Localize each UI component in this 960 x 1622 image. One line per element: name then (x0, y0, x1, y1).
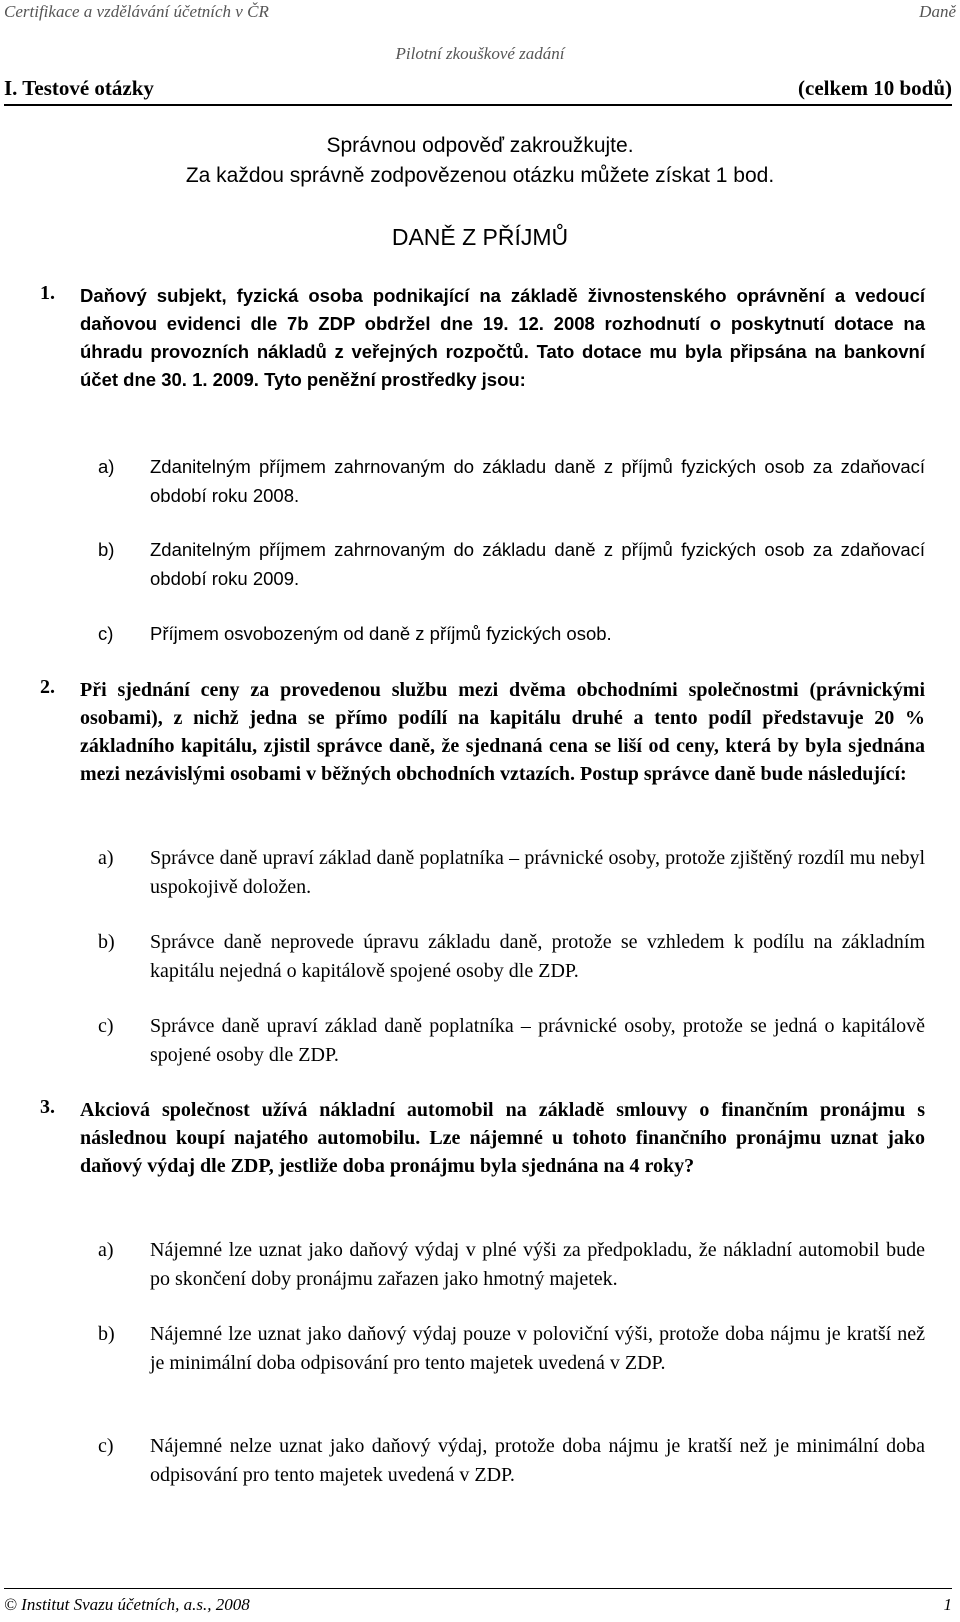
answer-letter: b) (98, 1323, 115, 1345)
answer-text: Správce daně neprovede úpravu základu daně, protože se vzhledem k podílu na základním kapitálu nejedná o kapitálově spojené osoby dle ZDP. (150, 931, 925, 982)
header-right: Daně (919, 2, 956, 21)
header-left: Certifikace a vzdělávání účetních v ČR (4, 2, 269, 21)
answer-option[interactable] (98, 1432, 925, 1490)
answer-letter: b) (98, 931, 115, 953)
answer-option[interactable] (98, 1236, 925, 1294)
question-text: Akciová společnost užívá nákladní automobil na základě smlouvy o finančním pronájmu s následnou koupí najatého automobilu. Lze nájemné u tohoto finančního pronájmu uznat jako daňový výdaj dle ZDP, jestliže doba pronájmu byla sjednána na 4 roky? (80, 1099, 925, 1177)
footer-copyright: © Institut Svazu účetních, a.s., 2008 (4, 1595, 250, 1614)
answer-text: Správce daně upraví základ daně poplatníka – právnické osoby, protože zjištěný rozdíl mu nebyl uspokojivě doložen. (150, 847, 925, 898)
answer-text: Nájemné lze uznat jako daňový výdaj pouze v poloviční výši, protože doba nájmu je kratší než je minimální doba odpisování pro tento majetek uvedená v ZDP. (150, 1323, 925, 1374)
instruction-line-2: Za každou správně zodpovězenou otázku můžete získat 1 bod. (185, 164, 775, 187)
page-header (4, 2, 956, 28)
section-name: I. Testové otázky (4, 76, 154, 100)
answer-text: Nájemné lze uznat jako daňový výdaj v plné výši za předpokladu, že nákladní automobil bude po skončení doby pronájmu zařazen jako hmotný majetek. (150, 1239, 925, 1290)
answer-option[interactable] (98, 619, 925, 648)
answer-text: Příjmem osvobozeným od daně z příjmů fyzických osob. (150, 623, 612, 644)
page-number: 1 (943, 1595, 952, 1614)
question-text: Daňový subjekt, fyzická osoba podnikající na základě živnostenského oprávnění a vedoucí daňovou evidenci dle 7b ZDP obdržel dne 19. 12. 2008 rozhodnutí o poskytnutí dotace na úhradu provozních nákladů z veřejných rozpočtů. Tato dotace mu byla připsána na bankovní účet dne 30. 1. 2009. Tyto peněžní prostředky jsou: (80, 285, 925, 390)
answer-option[interactable] (98, 535, 925, 593)
question-number: 2. (40, 676, 55, 698)
answer-option[interactable] (98, 452, 925, 510)
section-title (4, 76, 952, 106)
answer-option[interactable] (98, 844, 925, 902)
question-text: Při sjednání ceny za provedenou službu mezi dvěma obchodními společnostmi (právnickými osobami), z nichž jedna se přímo podílí na kapitálu druhé a tento podíl představuje 20 % základního kapitálu, zjistil správce daně, že sjednaná cena se liší od ceny, která by byla sjednána mezi nezávislými osobami v běžných obchodních vztazích. Postup správce daně bude následující: (80, 679, 925, 785)
answer-text: Správce daně upraví základ daně poplatníka – právnické osoby, protože se jedná o kapitálově spojené osoby dle ZDP. (150, 1015, 925, 1066)
topic-heading: DANĚ Z PŘÍJMŮ (391, 224, 569, 250)
question-number: 3. (40, 1096, 55, 1118)
section-points: (celkem 10 bodů) (798, 76, 952, 100)
answer-option[interactable] (98, 928, 925, 986)
page-footer (4, 1588, 952, 1619)
answer-text: Zdanitelným příjmem zahrnovaným do základu daně z příjmů fyzických osob za zdaňovací období roku 2009. (150, 539, 925, 589)
header-subtitle: Pilotní zkouškové zadání (395, 44, 565, 63)
instruction-line-1: Správnou odpověď zakroužkujte. (326, 134, 634, 157)
answer-text: Nájemné nelze uznat jako daňový výdaj, protože doba nájmu je kratší než je minimální doba odpisování pro tento majetek uvedená v ZDP. (150, 1435, 925, 1486)
answer-letter: b) (98, 539, 115, 560)
answer-letter: c) (98, 1435, 114, 1457)
answer-letter: a) (98, 456, 115, 477)
question-number: 1. (40, 282, 55, 304)
answer-option[interactable] (98, 1320, 925, 1378)
answer-letter: a) (98, 847, 114, 869)
answer-text: Zdanitelným příjmem zahrnovaným do základu daně z příjmů fyzických osob za zdaňovací období roku 2008. (150, 456, 925, 506)
answer-letter: a) (98, 1239, 114, 1261)
answer-letter: c) (98, 1015, 114, 1037)
answer-letter: c) (98, 623, 114, 644)
answer-option[interactable] (98, 1012, 925, 1070)
